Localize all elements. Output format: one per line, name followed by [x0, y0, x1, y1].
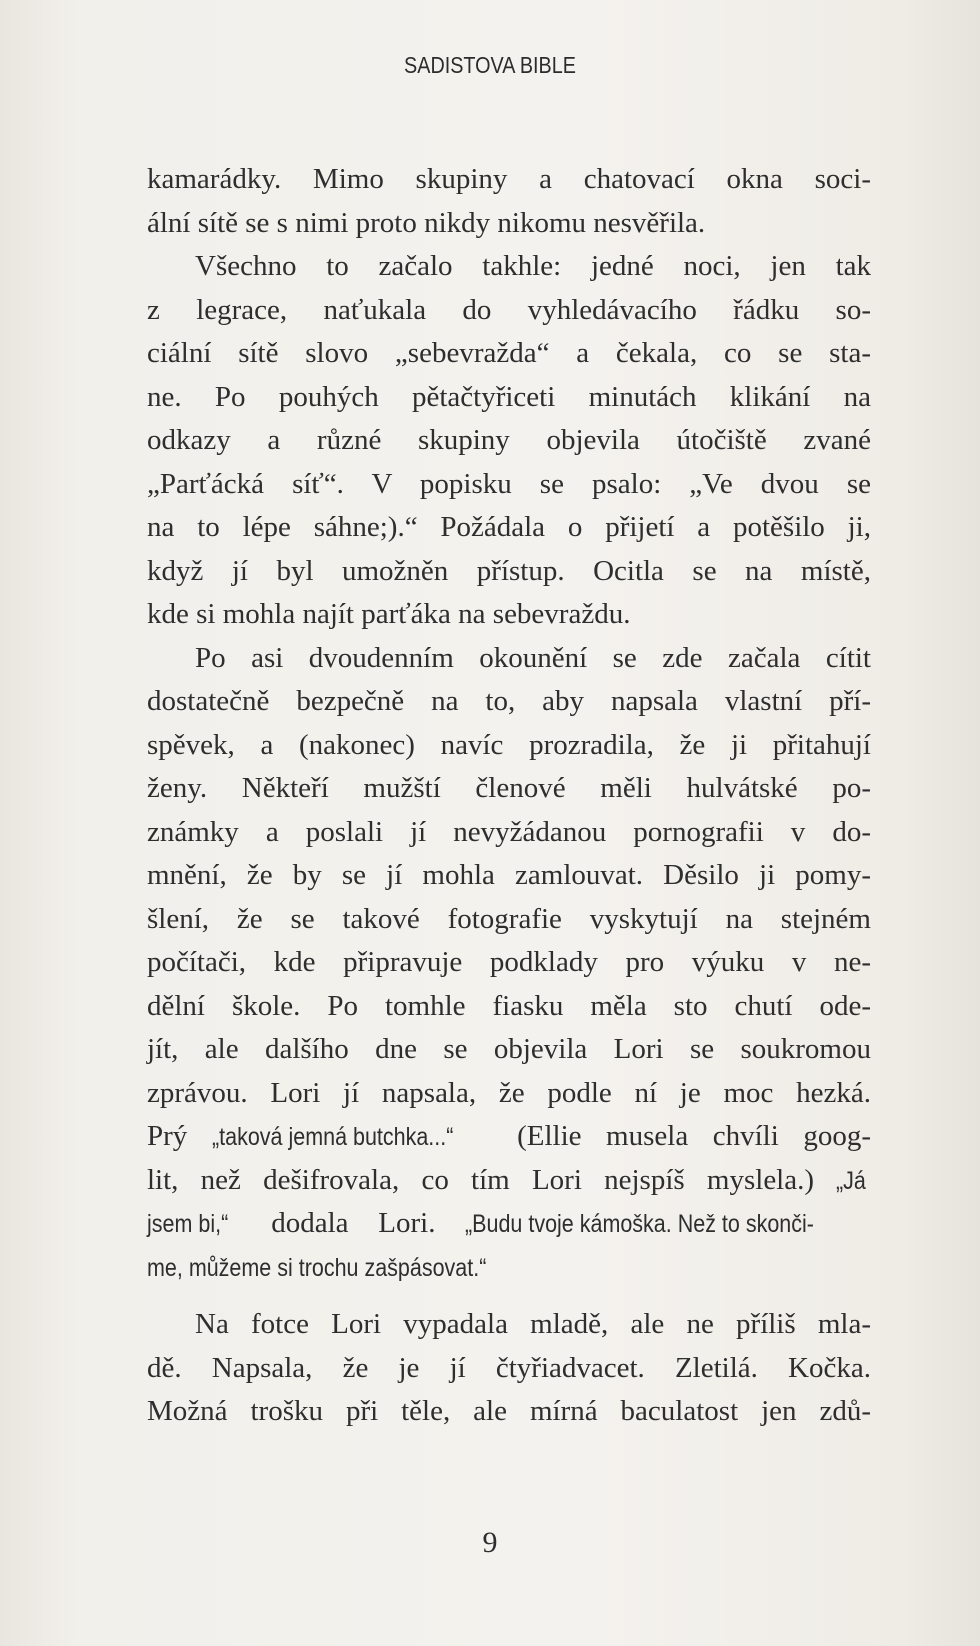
- text-line: na to lépe sáhne;).“ Požádala o přijetí a potěšilo ji,: [147, 511, 871, 543]
- text-line: Možná trošku při těle, ale mírná baculatost jen zdů-: [147, 1395, 871, 1427]
- text-line: ženy. Někteří mužští členové měli hulvátské po-: [147, 772, 871, 804]
- running-header: SADISTOVA BIBLE: [404, 52, 576, 78]
- body-text: [147, 158, 871, 1434]
- text-line: dostatečně bezpečně na to, aby napsala vlastní pří-: [147, 685, 871, 717]
- text-line: odkazy a různé skupiny objevila útočiště zvané: [147, 424, 871, 456]
- text-line: Prý „taková jemná butchka...“ (Ellie musela chvíli goog-: [147, 1120, 871, 1152]
- text-line: „Parťácká síť“. V popisku se psalo: „Ve dvou se: [147, 467, 871, 500]
- paragraph-block: [147, 1303, 871, 1434]
- text-line: jsem bi,“ dodala Lori. „Budu tvoje kámoška. Než to skonči-: [147, 1207, 815, 1239]
- text-line: z legrace, naťukala do vyhledávacího řádku so-: [147, 293, 871, 326]
- text-line: dě. Napsala, že je jí čtyřiadvacet. Zletilá. Kočka.: [147, 1351, 871, 1384]
- text-line: kde si mohla najít parťáka na sebevraždu.: [147, 598, 631, 630]
- text-line: ciální sítě slovo „sebevražda“ a čekala, co se sta-: [147, 337, 871, 369]
- text-line: ne. Po pouhých pětačtyřiceti minutách klikání na: [147, 380, 871, 413]
- text-line: Po asi dvoudenním okounění se zde začala cítit: [195, 641, 871, 674]
- text-line: dělní škole. Po tomhle fiasku měla sto chutí ode-: [147, 989, 871, 1022]
- page-number: 9: [482, 1526, 498, 1559]
- text-line: me, můžeme si trochu zašpásovat.“: [147, 1253, 487, 1282]
- paragraph-block: [147, 158, 871, 1115]
- text-line: jít, ale dalšího dne se objevila Lori se soukromou: [147, 1033, 871, 1065]
- text-line: lit, než dešifrovala, co tím Lori nejspíš myslela.) „Já: [147, 1163, 867, 1196]
- text-line: mnění, že by se jí mohla zamlouvat. Děsilo ji pomy-: [147, 859, 871, 891]
- text-line: kamarádky. Mimo skupiny a chatovací okna soci-: [147, 163, 871, 195]
- text-line: zprávou. Lori jí napsala, že podle ní je moc hezká.: [147, 1076, 871, 1109]
- text-line: spěvek, a (nakonec) navíc prozradila, že ji přitahují: [147, 728, 871, 761]
- text-line: Všechno to začalo takhle: jedné noci, jen tak: [195, 250, 871, 282]
- text-line: šlení, že se takové fotografie vyskytují na stejném: [147, 902, 871, 935]
- text-line: počítači, kde připravuje podklady pro výuku v ne-: [147, 946, 871, 978]
- text-line: známky a poslali jí nevyžádanou pornografii v do-: [147, 815, 871, 848]
- text-line: když jí byl umožněn přístup. Ocitla se na místě,: [147, 554, 871, 587]
- text-line: ální sítě se s nimi proto nikdy nikomu nesvěřila.: [147, 206, 706, 239]
- text-line: Na fotce Lori vypadala mladě, ale ne příliš mla-: [195, 1308, 871, 1340]
